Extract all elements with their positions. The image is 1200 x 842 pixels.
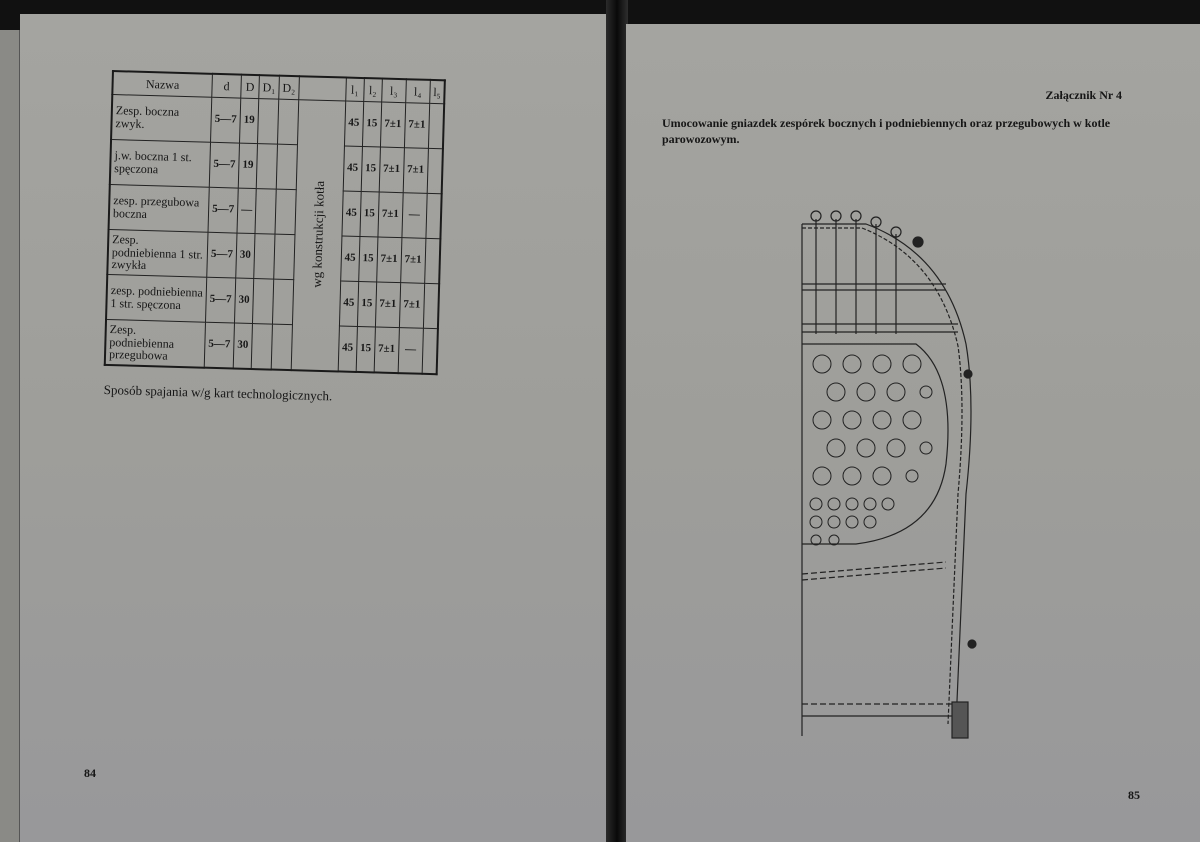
cell-l3: 7±1 <box>379 147 404 193</box>
header-l3: l₃ <box>381 79 406 103</box>
cell-nazwa: zesp. podniebienna 1 str. spęczona <box>106 274 207 322</box>
right-page <box>626 24 1200 842</box>
cell-d: 5—7 <box>208 187 238 233</box>
cell-l1: 45 <box>339 281 358 326</box>
header-l5: l₅ <box>430 80 446 104</box>
cell-l4: — <box>398 328 423 374</box>
header-D2: D₂ <box>279 76 300 100</box>
cell-d: 5—7 <box>211 97 241 143</box>
cell-l5 <box>427 148 443 193</box>
cell-l3: 7±1 <box>376 237 401 283</box>
cell-l4: — <box>402 193 427 239</box>
cell-l3: 7±1 <box>374 327 399 373</box>
cell-l5 <box>423 283 439 328</box>
cell-l1: 45 <box>344 101 363 146</box>
cell-l2: 15 <box>356 326 375 372</box>
cell-nazwa: zesp. przegubowa boczna <box>109 184 210 232</box>
cell-D1 <box>252 279 273 325</box>
cell-l1: 45 <box>343 146 362 191</box>
cell-l3: 7±1 <box>380 102 405 148</box>
annex-title: Załącznik Nr 4 <box>1045 88 1122 102</box>
vertical-note: wg konstrukcji kotła <box>308 180 327 288</box>
cell-nazwa: j.w. boczna 1 st. spęczona <box>110 140 211 188</box>
cell-D1 <box>255 189 276 235</box>
header-blank <box>298 76 346 101</box>
cell-nazwa: Zesp. boczna zwyk. <box>111 95 212 143</box>
header-d: d <box>212 74 242 98</box>
cell-d: 5—7 <box>205 277 235 323</box>
cell-l2: 15 <box>361 147 380 192</box>
vertical-note-cell <box>291 100 346 372</box>
cell-D1 <box>254 234 275 280</box>
cell-D1 <box>256 144 277 190</box>
cell-d: 5—7 <box>209 142 239 188</box>
cell-nazwa: Zesp. podniebienna 1 str. zwykła <box>107 229 208 277</box>
book-edge <box>0 30 22 842</box>
cell-l3: 7±1 <box>375 282 400 328</box>
spec-table <box>104 70 446 375</box>
figure-description: Umocowanie gniazdek zespórek bocznych i podniebiennych oraz przegubowych w kotle parowozowym. <box>662 116 1111 146</box>
cell-l2: 15 <box>357 281 376 326</box>
cell-l1: 45 <box>340 236 359 281</box>
inner-wall-curve <box>802 228 962 724</box>
cell-l4: 7±1 <box>403 148 428 194</box>
cell-D2 <box>271 324 292 370</box>
cell-D: 30 <box>234 278 253 323</box>
cell-l2: 15 <box>362 102 381 147</box>
book-spine <box>606 0 628 842</box>
table-caption: Sposób spajania w/g kart technologicznych. <box>103 382 333 404</box>
cell-D: 30 <box>236 233 255 278</box>
cell-l4: 7±1 <box>399 283 424 329</box>
cell-D2 <box>274 234 295 280</box>
boiler-drawing <box>796 204 1026 744</box>
cell-l5 <box>422 328 438 374</box>
left-page <box>20 14 608 842</box>
cell-D1 <box>258 99 279 145</box>
cell-D2 <box>275 189 296 235</box>
cell-l5 <box>426 193 442 238</box>
outer-wall-curve <box>802 224 971 724</box>
cell-l4: 7±1 <box>404 103 429 149</box>
cell-l1: 45 <box>338 326 357 372</box>
cell-l5 <box>424 238 440 283</box>
header-l2: l₂ <box>363 78 382 102</box>
header-l1: l₁ <box>345 78 364 102</box>
cell-l4: 7±1 <box>400 238 425 284</box>
cell-D: 30 <box>233 323 252 369</box>
cell-D1 <box>251 324 272 370</box>
header-nazwa: Nazwa <box>112 71 212 97</box>
cell-D2 <box>272 279 293 325</box>
cell-l3: 7±1 <box>378 192 403 238</box>
cell-l5 <box>428 103 444 148</box>
table-row <box>105 319 438 374</box>
cell-l1: 45 <box>342 191 361 236</box>
cell-l2: 15 <box>360 191 379 236</box>
header-D: D <box>241 75 260 99</box>
cell-d: 5—7 <box>204 322 234 368</box>
cell-d: 5—7 <box>207 232 237 278</box>
cell-D: — <box>237 188 256 233</box>
cell-D: 19 <box>238 143 257 188</box>
cell-l2: 15 <box>358 236 377 281</box>
page-number-left: 84 <box>84 766 96 780</box>
page-number-right: 85 <box>1128 788 1140 802</box>
header-D1: D₁ <box>259 75 280 99</box>
cell-D: 19 <box>240 98 259 143</box>
cell-nazwa: Zesp. podniebienna przegubowa <box>105 319 206 367</box>
cell-D2 <box>276 144 297 190</box>
cell-D2 <box>277 99 298 145</box>
header-l4: l₄ <box>405 79 430 103</box>
